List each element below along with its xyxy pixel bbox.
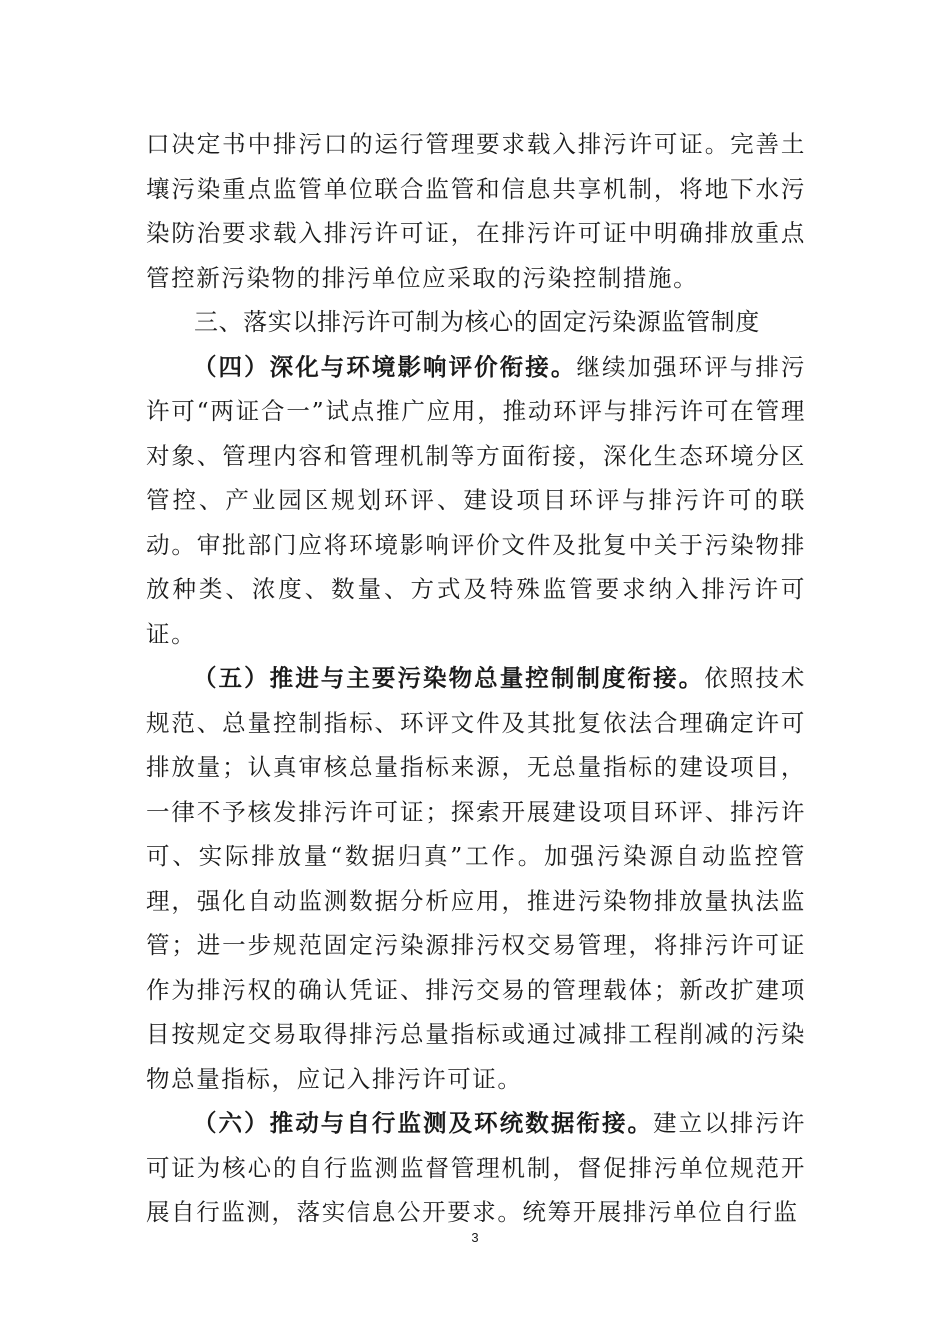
paragraph-5 xyxy=(146,656,806,1101)
paragraph-text: 依照技术规范、总量控制指标、环评文件及其批复依法合理确定许可排放量；认真审核总量指标来源，无总量指标的建设项目，一律不予核发排污许可证；探索开展建设项目环评、排污许可、实际排放量“数据归真”工作。加强污染源自动监控管理，强化自动监测数据分析应用，推进污染物排放量执法监管；进一步规范固定污染源排污权交易管理，将排污许可证作为排污权的确认凭证、排污交易的管理载体；新改扩建项目按规定交易取得排污总量指标或通过减排工程削减的污染物总量指标，应记入排污许可证。 xyxy=(146,664,807,1093)
paragraph-lead: （四）深化与环境影响评价衔接。 xyxy=(193,352,577,381)
paragraph-text: 继续加强环评与排污许可“两证合一”试点推广应用，推动环评与排污许可在管理对象、管理内容和管理机制等方面衔接，深化生态环境分区管控、产业园区规划环评、建设项目环评与排污许可的联动。审批部门应将环境影响评价文件及批复中关于污染物排放种类、浓度、数量、方式及特殊监管要求纳入排污许可证。 xyxy=(146,352,807,648)
paragraph-lead: （六）推动与自行监测及环统数据衔接。 xyxy=(193,1109,654,1137)
paragraph-text: 建立以排污许可证为核心的自行监测监督管理机制，督促排污单位规范开展自行监测，落实信息公开要求。统筹开展排污单位自行监 xyxy=(146,1109,806,1226)
section-heading: 三、落实以排污许可制为核心的固定污染源监管制度 xyxy=(194,308,760,336)
paragraph-4 xyxy=(146,345,806,657)
paragraph-continuation xyxy=(146,122,806,300)
paragraph-lead: （五）推进与主要污染物总量控制制度衔接。 xyxy=(193,664,705,692)
document-body xyxy=(146,122,806,1235)
page-number: 3 xyxy=(471,1230,479,1245)
paragraph-6 xyxy=(146,1101,806,1235)
paragraph-text: 口决定书中排污口的运行管理要求载入排污许可证。完善土壤污染重点监管单位联合监管和信息共享机制，将地下水污染防治要求载入排污许可证，在排污许可证中明确排放重点管控新污染物的排污单位应采取的污染控制措施。 xyxy=(146,130,806,292)
